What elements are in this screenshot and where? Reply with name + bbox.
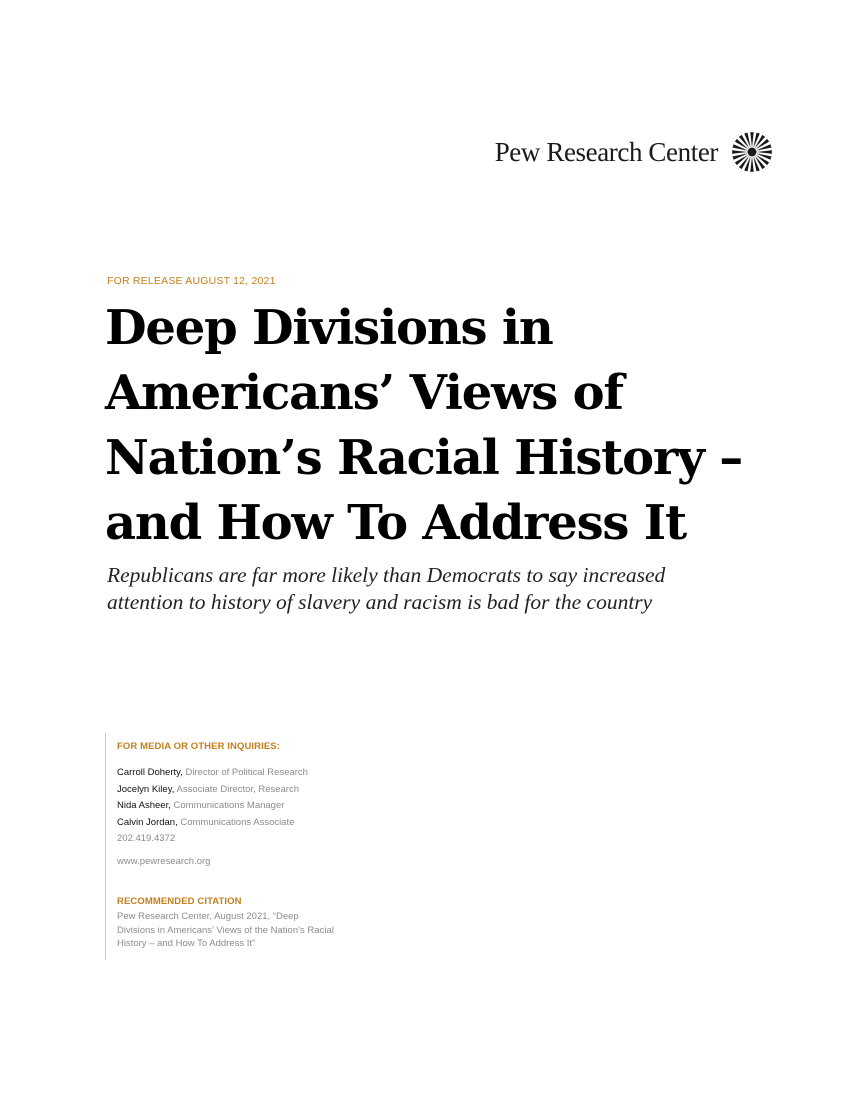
contact-entry — [117, 798, 405, 815]
contact-role: Associate Director, Research — [176, 783, 300, 795]
contact-role: Communications Associate — [180, 816, 295, 828]
title-line: Deep Divisions in — [105, 300, 553, 356]
title-line: Nation’s Racial History – — [105, 430, 743, 486]
citation-text — [117, 910, 405, 951]
logo-ray — [744, 133, 750, 147]
logo-ray — [744, 157, 750, 171]
title-line: and How To Address It — [105, 495, 686, 551]
logo-ray — [750, 158, 753, 172]
sunburst-logo-icon — [730, 130, 774, 174]
report-subtitle — [107, 562, 827, 616]
brand-header — [495, 130, 774, 174]
logo-ray — [733, 154, 747, 160]
brand-name: Pew Research Center — [494, 136, 718, 167]
logo-ray — [732, 150, 746, 153]
logo-ray — [758, 150, 772, 153]
citation-line: Divisions in Americans’ Views of the Nation’s Racial — [117, 924, 334, 936]
logo-ray — [754, 133, 760, 147]
contact-role: Director of Political Research — [185, 767, 308, 778]
subtitle-line: attention to history of slavery and racism is bad for the country — [107, 590, 653, 614]
contact-name: Jocelyn Kiley, — [117, 783, 175, 795]
logo-ray — [754, 157, 760, 171]
contact-sidebar — [105, 733, 405, 960]
contact-role: Communications Manager — [173, 800, 285, 811]
release-date: FOR RELEASE AUGUST 12, 2021 — [107, 275, 276, 287]
subtitle-line: Republicans are far more likely than Democrats to say increased — [107, 563, 666, 587]
logo-center — [748, 148, 757, 157]
logo-ray — [757, 154, 771, 160]
website-link[interactable]: www.pewresearch.org — [117, 855, 211, 867]
logo-ray — [757, 144, 771, 150]
contact-entry — [117, 782, 405, 799]
contact-name: Nida Asheer, — [117, 800, 171, 811]
citation-line: History – and How To Address It” — [117, 938, 256, 949]
contact-name: Carroll Doherty, — [117, 767, 183, 778]
title-line: Americans’ Views of — [105, 365, 623, 421]
contact-entry — [117, 815, 405, 832]
report-title — [105, 296, 825, 556]
contact-entry — [117, 765, 405, 782]
logo-ray — [750, 132, 753, 146]
logo-ray — [733, 144, 747, 150]
citation-heading: RECOMMENDED CITATION — [117, 896, 242, 907]
citation-line: Pew Research Center, August 2021, “Deep — [117, 911, 299, 922]
inquiries-heading: FOR MEDIA OR OTHER INQUIRIES: — [117, 741, 280, 752]
contact-name: Calvin Jordan, — [117, 816, 178, 828]
phone-number: 202.419.4372 — [117, 833, 176, 844]
